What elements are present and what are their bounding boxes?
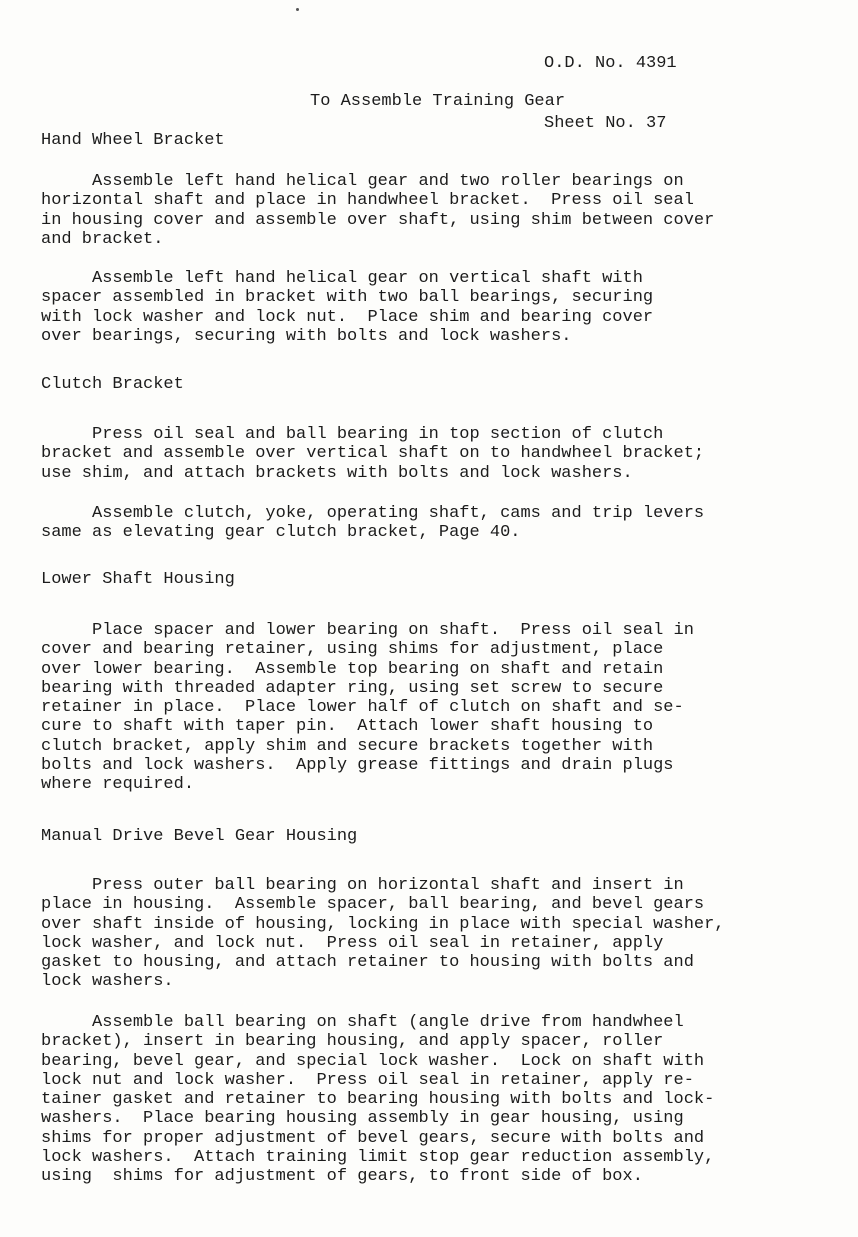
text-line: lock washers.: [41, 972, 174, 992]
text-line: Press outer ball bearing on horizontal shaft and insert in: [41, 876, 684, 895]
sheet-number: Sheet No. 37: [544, 114, 667, 133]
text-line: lock nut and lock washer. Press oil seal in retainer, apply re-: [41, 1070, 694, 1090]
section-heading-lower-shaft-housing: Lower Shaft Housing: [41, 570, 235, 589]
paragraph-bevel-gear-2: [41, 1013, 841, 1187]
text-line: where required.: [41, 775, 195, 795]
text-line: and bracket.: [41, 229, 164, 249]
text-line: same as elevating gear clutch bracket, Page 40.: [41, 523, 521, 543]
paragraph-hand-wheel-1: [41, 172, 841, 249]
paragraph-bevel-gear-1: [41, 876, 841, 992]
text-line: bracket and assemble over vertical shaft on to handwheel bracket;: [41, 444, 705, 464]
text-line: bracket), insert in bearing housing, and apply spacer, roller: [41, 1032, 664, 1052]
text-line: Assemble clutch, yoke, operating shaft, cams and trip levers: [41, 504, 705, 523]
text-line: washers. Place bearing housing assembly in gear housing, using: [41, 1109, 684, 1129]
text-line: using shims for adjustment of gears, to front side of box.: [41, 1167, 643, 1187]
text-line: use shim, and attach brackets with bolts and lock washers.: [41, 463, 633, 483]
paragraph-hand-wheel-2: [41, 269, 841, 346]
paper-speck: [296, 8, 299, 11]
text-line: place in housing. Assemble spacer, ball bearing, and bevel gears: [41, 895, 705, 915]
text-line: bolts and lock washers. Apply grease fittings and drain plugs: [41, 756, 674, 776]
text-line: over shaft inside of housing, locking in place with special washer,: [41, 914, 725, 934]
text-line: spacer assembled in bracket with two ball bearings, securing: [41, 288, 654, 308]
text-line: shims for proper adjustment of bevel gears, secure with bolts and: [41, 1128, 705, 1148]
text-line: in housing cover and assemble over shaft, using shim between cover: [41, 210, 715, 230]
text-line: clutch bracket, apply shim and secure brackets together with: [41, 736, 654, 756]
section-heading-manual-drive-bevel-gear-housing: Manual Drive Bevel Gear Housing: [41, 827, 358, 846]
text-line: lock washers. Attach training limit stop gear reduction assembly,: [41, 1148, 715, 1168]
text-line: Place spacer and lower bearing on shaft. Press oil seal in: [41, 621, 694, 640]
paragraph-lower-shaft-1: [41, 621, 841, 795]
text-line: Assemble left hand helical gear and two roller bearings on: [41, 172, 684, 191]
text-line: over lower bearing. Assemble top bearing on shaft and retain: [41, 659, 664, 679]
text-line: lock washer, and lock nut. Press oil seal in retainer, apply: [41, 933, 664, 953]
od-number: O.D. No. 4391: [544, 54, 677, 73]
section-heading-clutch-bracket: Clutch Bracket: [41, 375, 184, 394]
text-line: cover and bearing retainer, using shims for adjustment, place: [41, 640, 664, 660]
page-title: To Assemble Training Gear: [310, 92, 566, 111]
text-line: retainer in place. Place lower half of clutch on shaft and se-: [41, 698, 684, 718]
text-line: Assemble left hand helical gear on vertical shaft with: [41, 269, 643, 288]
text-line: over bearings, securing with bolts and lock washers.: [41, 326, 572, 346]
text-line: with lock washer and lock nut. Place shim and bearing cover: [41, 307, 654, 327]
text-line: Assemble ball bearing on shaft (angle drive from handwheel: [41, 1013, 684, 1032]
paragraph-clutch-1: [41, 425, 841, 483]
text-line: tainer gasket and retainer to bearing housing with bolts and lock-: [41, 1090, 715, 1110]
text-line: gasket to housing, and attach retainer to housing with bolts and: [41, 953, 694, 973]
text-line: bearing with threaded adapter ring, using set screw to secure: [41, 678, 664, 698]
text-line: horizontal shaft and place in handwheel bracket. Press oil seal: [41, 191, 694, 211]
text-line: Press oil seal and ball bearing in top section of clutch: [41, 425, 664, 444]
paragraph-clutch-2: [41, 504, 841, 543]
section-heading-hand-wheel-bracket: Hand Wheel Bracket: [41, 131, 225, 150]
text-line: bearing, bevel gear, and special lock washer. Lock on shaft with: [41, 1051, 705, 1071]
text-line: cure to shaft with taper pin. Attach lower shaft housing to: [41, 717, 654, 737]
